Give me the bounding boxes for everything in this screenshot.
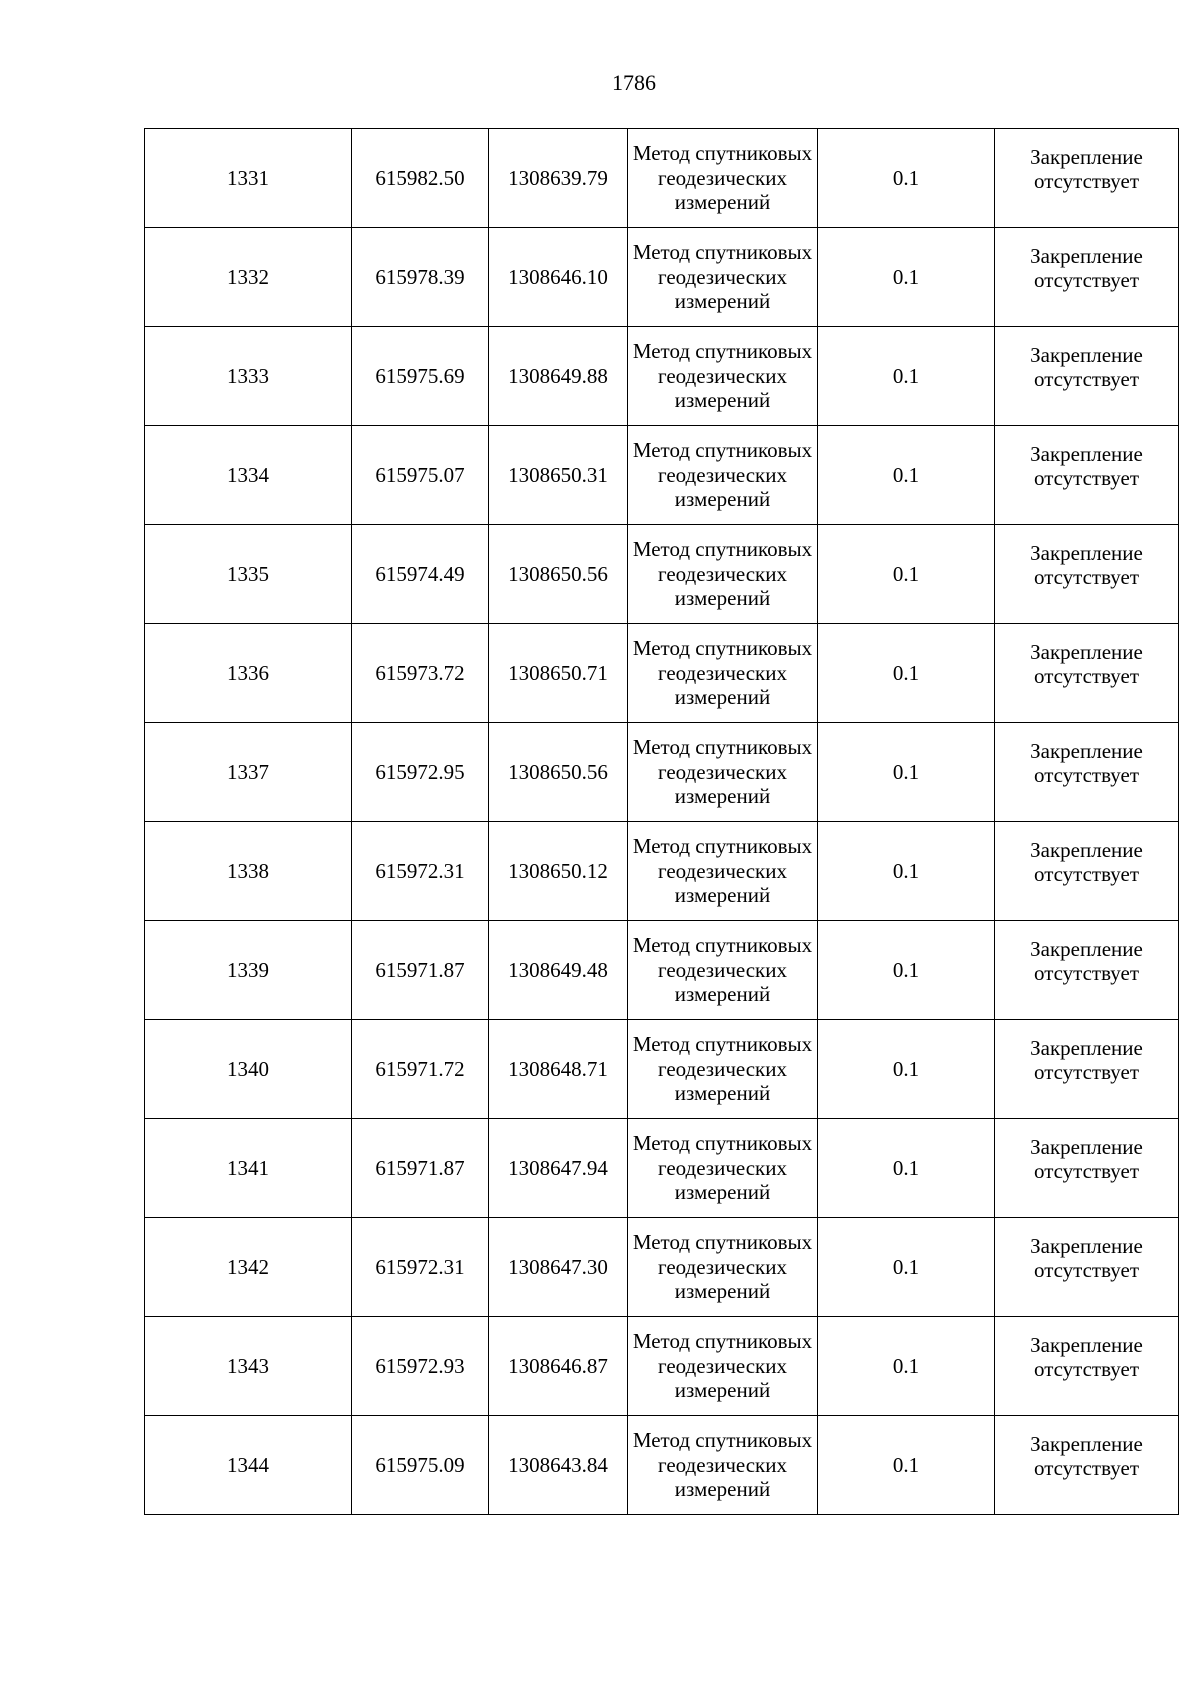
- method-cell: Метод спутниковых геодезических измерений: [628, 426, 818, 525]
- accuracy-cell: 0.1: [818, 228, 995, 327]
- method-cell: Метод спутниковых геодезических измерений: [628, 1119, 818, 1218]
- point-number-cell: 1341: [145, 1119, 352, 1218]
- x-coordinate-cell: 615973.72: [352, 624, 489, 723]
- fixation-cell: Закрепление отсутствует: [995, 1317, 1179, 1416]
- table-row: [145, 624, 1179, 723]
- fixation-cell: Закрепление отсутствует: [995, 129, 1179, 228]
- x-coordinate-cell: 615974.49: [352, 525, 489, 624]
- method-cell: Метод спутниковых геодезических измерений: [628, 921, 818, 1020]
- point-number-cell: 1340: [145, 1020, 352, 1119]
- point-number-cell: 1336: [145, 624, 352, 723]
- table-row: [145, 426, 1179, 525]
- accuracy-cell: 0.1: [818, 822, 995, 921]
- accuracy-cell: 0.1: [818, 1218, 995, 1317]
- method-cell: Метод спутниковых геодезических измерений: [628, 1416, 818, 1515]
- method-cell: Метод спутниковых геодезических измерений: [628, 1020, 818, 1119]
- table-row: [145, 723, 1179, 822]
- table-row: [145, 921, 1179, 1020]
- table-row: [145, 129, 1179, 228]
- fixation-cell: Закрепление отсутствует: [995, 426, 1179, 525]
- x-coordinate-cell: 615971.87: [352, 1119, 489, 1218]
- table-row: [145, 1317, 1179, 1416]
- fixation-cell: Закрепление отсутствует: [995, 327, 1179, 426]
- accuracy-cell: 0.1: [818, 426, 995, 525]
- y-coordinate-cell: 1308650.12: [489, 822, 628, 921]
- x-coordinate-cell: 615972.93: [352, 1317, 489, 1416]
- fixation-cell: Закрепление отсутствует: [995, 1218, 1179, 1317]
- fixation-cell: Закрепление отсутствует: [995, 1020, 1179, 1119]
- fixation-cell: Закрепление отсутствует: [995, 228, 1179, 327]
- accuracy-cell: 0.1: [818, 129, 995, 228]
- accuracy-cell: 0.1: [818, 525, 995, 624]
- x-coordinate-cell: 615971.87: [352, 921, 489, 1020]
- accuracy-cell: 0.1: [818, 1416, 995, 1515]
- fixation-cell: Закрепление отсутствует: [995, 1119, 1179, 1218]
- point-number-cell: 1342: [145, 1218, 352, 1317]
- table-row: [145, 1218, 1179, 1317]
- accuracy-cell: 0.1: [818, 1020, 995, 1119]
- method-cell: Метод спутниковых геодезических измерений: [628, 723, 818, 822]
- y-coordinate-cell: 1308650.71: [489, 624, 628, 723]
- x-coordinate-cell: 615978.39: [352, 228, 489, 327]
- y-coordinate-cell: 1308639.79: [489, 129, 628, 228]
- y-coordinate-cell: 1308646.10: [489, 228, 628, 327]
- method-cell: Метод спутниковых геодезических измерений: [628, 822, 818, 921]
- method-cell: Метод спутниковых геодезических измерений: [628, 1317, 818, 1416]
- page-number: 1786: [612, 70, 656, 95]
- method-cell: Метод спутниковых геодезических измерений: [628, 228, 818, 327]
- accuracy-cell: 0.1: [818, 1119, 995, 1218]
- point-number-cell: 1337: [145, 723, 352, 822]
- point-number-cell: 1334: [145, 426, 352, 525]
- x-coordinate-cell: 615972.31: [352, 822, 489, 921]
- table-row: [145, 525, 1179, 624]
- y-coordinate-cell: 1308646.87: [489, 1317, 628, 1416]
- table-row: [145, 1416, 1179, 1515]
- accuracy-cell: 0.1: [818, 624, 995, 723]
- y-coordinate-cell: 1308649.88: [489, 327, 628, 426]
- y-coordinate-cell: 1308650.31: [489, 426, 628, 525]
- table-row: [145, 822, 1179, 921]
- x-coordinate-cell: 615975.07: [352, 426, 489, 525]
- x-coordinate-cell: 615971.72: [352, 1020, 489, 1119]
- table-row: [145, 228, 1179, 327]
- method-cell: Метод спутниковых геодезических измерений: [628, 129, 818, 228]
- fixation-cell: Закрепление отсутствует: [995, 525, 1179, 624]
- accuracy-cell: 0.1: [818, 723, 995, 822]
- x-coordinate-cell: 615975.69: [352, 327, 489, 426]
- method-cell: Метод спутниковых геодезических измерений: [628, 525, 818, 624]
- y-coordinate-cell: 1308647.30: [489, 1218, 628, 1317]
- fixation-cell: Закрепление отсутствует: [995, 1416, 1179, 1515]
- point-number-cell: 1333: [145, 327, 352, 426]
- point-number-cell: 1331: [145, 129, 352, 228]
- y-coordinate-cell: 1308647.94: [489, 1119, 628, 1218]
- point-number-cell: 1343: [145, 1317, 352, 1416]
- accuracy-cell: 0.1: [818, 1317, 995, 1416]
- x-coordinate-cell: 615982.50: [352, 129, 489, 228]
- method-cell: Метод спутниковых геодезических измерений: [628, 1218, 818, 1317]
- y-coordinate-cell: 1308648.71: [489, 1020, 628, 1119]
- fixation-cell: Закрепление отсутствует: [995, 624, 1179, 723]
- y-coordinate-cell: 1308650.56: [489, 723, 628, 822]
- coordinates-table: [144, 128, 1179, 1515]
- point-number-cell: 1344: [145, 1416, 352, 1515]
- point-number-cell: 1335: [145, 525, 352, 624]
- y-coordinate-cell: 1308650.56: [489, 525, 628, 624]
- x-coordinate-cell: 615975.09: [352, 1416, 489, 1515]
- fixation-cell: Закрепление отсутствует: [995, 723, 1179, 822]
- y-coordinate-cell: 1308643.84: [489, 1416, 628, 1515]
- fixation-cell: Закрепление отсутствует: [995, 822, 1179, 921]
- point-number-cell: 1339: [145, 921, 352, 1020]
- table-row: [145, 327, 1179, 426]
- fixation-cell: Закрепление отсутствует: [995, 921, 1179, 1020]
- coordinates-table-body: [145, 129, 1179, 1515]
- table-row: [145, 1119, 1179, 1218]
- method-cell: Метод спутниковых геодезических измерений: [628, 327, 818, 426]
- method-cell: Метод спутниковых геодезических измерений: [628, 624, 818, 723]
- x-coordinate-cell: 615972.95: [352, 723, 489, 822]
- x-coordinate-cell: 615972.31: [352, 1218, 489, 1317]
- accuracy-cell: 0.1: [818, 921, 995, 1020]
- point-number-cell: 1332: [145, 228, 352, 327]
- y-coordinate-cell: 1308649.48: [489, 921, 628, 1020]
- accuracy-cell: 0.1: [818, 327, 995, 426]
- point-number-cell: 1338: [145, 822, 352, 921]
- table-row: [145, 1020, 1179, 1119]
